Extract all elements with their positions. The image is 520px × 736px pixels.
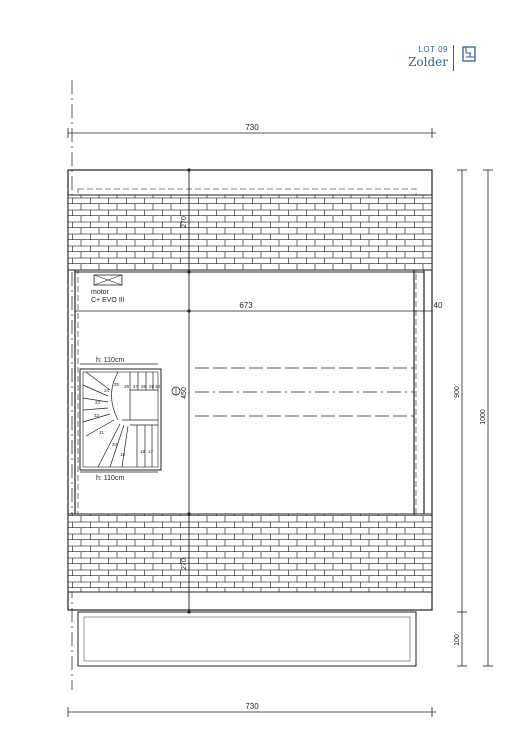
dim-roof-bottom-label: 270 [181,558,188,570]
dim-top-label: 730 [245,123,259,132]
step-number: 26 [124,384,130,389]
dim-center-label: 450 [181,387,188,399]
motor-model: C+ EVO III [91,297,125,304]
step-number: 17 [148,449,154,454]
annex-inner [84,617,410,661]
dim-right-lower-label: 100 [454,634,461,646]
roof-tiles-bottom [68,514,432,592]
lot-number: LOT 09 [418,45,448,54]
motor-label: motor [91,289,109,296]
step-number: 20 [112,442,118,447]
dim-roof-top-label: 270 [181,216,188,228]
step-number: 18 [140,449,146,454]
dim-right-inner-label: 900 [454,386,461,398]
dim-wall-label: 40 [433,301,443,310]
dim-right-inner-line [457,170,467,666]
dim-inner-label: 673 [239,301,253,310]
step-number: 30 [155,384,161,389]
step-number: 28 [141,384,147,389]
step-number: 22 [94,413,100,418]
step-number: 24 [104,388,110,393]
stair-height-top: h: 110cm [96,357,125,364]
step-number: 19 [120,452,126,457]
dim-right-outer-label: 1000 [480,409,487,425]
roof-tiles-top [68,195,432,270]
step-number: 29 [149,384,155,389]
dim-bottom-label: 730 [245,702,259,711]
stair-height-bottom: h: 110cm [96,475,125,482]
stair-step-numbers [94,382,161,457]
step-number: 21 [99,430,105,435]
step-number: 27 [133,384,139,389]
annex-outline [78,612,416,666]
step-number: 25 [114,382,120,387]
step-number: 23 [95,400,101,405]
dim-inner-line [75,307,432,315]
floor-title: Zolder [408,55,448,69]
